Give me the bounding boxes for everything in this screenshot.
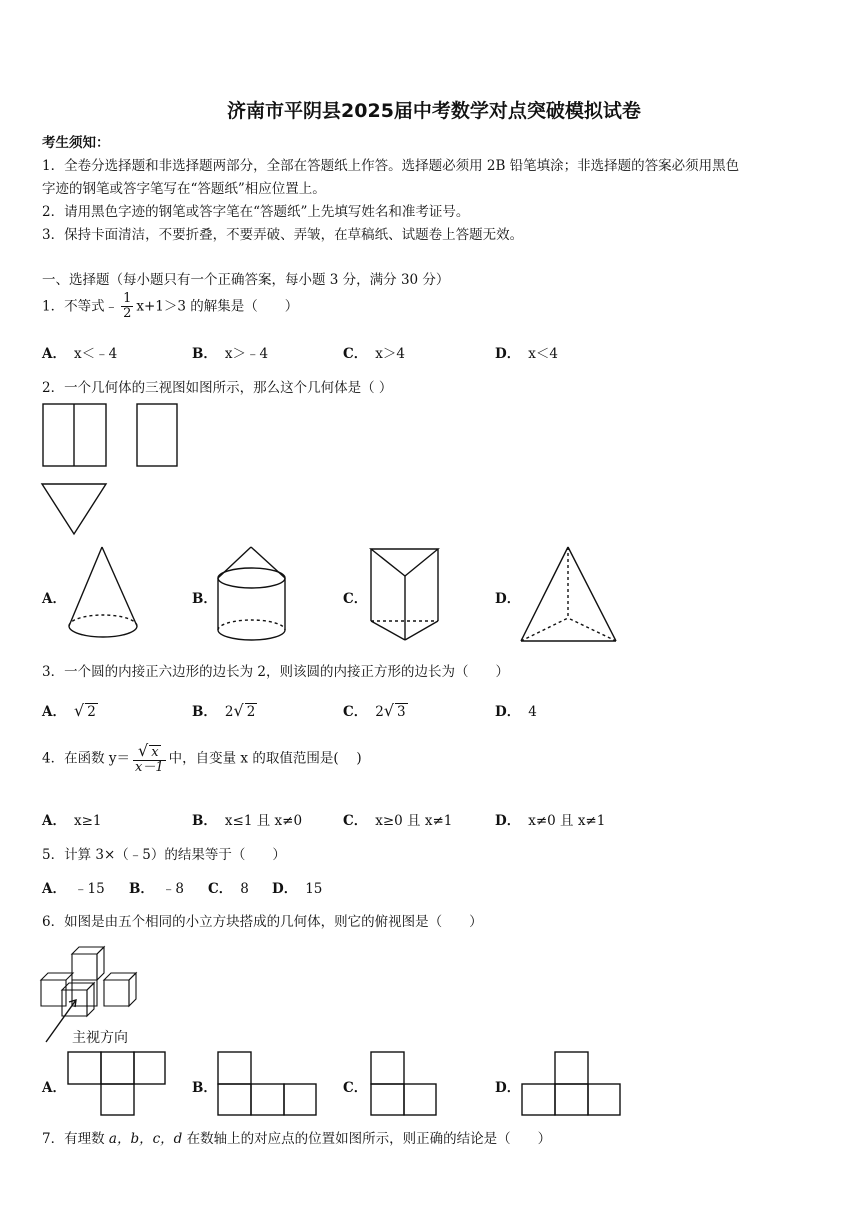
q4-option-a[interactable]: A． x≥1 xyxy=(42,813,102,829)
notice-line-4: 3．保持卡面清洁，不要折叠，不要弄破、弄皱，在草稿纸、试题卷上答题无效。 xyxy=(42,227,524,243)
q3-option-b[interactable]: B． 2√ 2 xyxy=(192,701,256,720)
notice-line-3: 2．请用黑色字迹的钢笔或答字笔在“答题纸”上先填写姓名和准考证号。 xyxy=(42,204,470,220)
q6-label-a[interactable]: A． xyxy=(42,1080,66,1096)
q6-figure-caption: 主视方向 xyxy=(72,1030,128,1046)
q1-option-a[interactable]: A． x＜﹣4 xyxy=(42,346,118,362)
q4-option-d[interactable]: D． x≠0 且 x≠1 xyxy=(495,813,606,829)
q2-option-c-triangular-prism[interactable] xyxy=(368,546,448,646)
q1-option-b[interactable]: B． x＞﹣4 xyxy=(192,346,269,362)
q2-label-b[interactable]: B． xyxy=(192,591,217,607)
q3-option-c[interactable]: C． 2√ 3 xyxy=(343,701,406,720)
q2-option-d-pyramid[interactable] xyxy=(518,544,622,648)
q6-option-c-grid[interactable] xyxy=(368,1050,440,1118)
q2-label-d[interactable]: D． xyxy=(495,591,521,607)
q1-option-c[interactable]: C． x＞4 xyxy=(343,346,405,362)
q4-frac-den: x－1 xyxy=(135,760,164,776)
notice-line-1: 1．全卷分选择题和非选择题两部分，全部在答题纸上作答。选择题必须用 2B 铅笔填涂；非选择题的答案必须用黑色 xyxy=(42,158,740,174)
question-2: 2．一个几何体的三视图如图所示，那么这个几何体是（ ） xyxy=(42,380,393,396)
page-title: 济南市平阴县2025届中考数学对点突破模拟试卷 xyxy=(227,100,641,122)
q5-option-b[interactable]: B． ﹣8 xyxy=(129,881,185,897)
q4-fraction xyxy=(133,742,166,776)
q3-option-a[interactable]: A． √ 2 xyxy=(42,701,96,720)
question-7: 7．有理数 a，b，c，d 在数轴上的对应点的位置如图所示，则正确的结论是（ ） xyxy=(42,1131,552,1147)
q6-label-c[interactable]: C． xyxy=(343,1080,368,1096)
q3-option-d[interactable]: D． 4 xyxy=(495,704,537,720)
q6-label-d[interactable]: D． xyxy=(495,1080,521,1096)
q1-frac-num: 1 xyxy=(123,291,132,306)
q4-prefix: 4．在函数 y＝ xyxy=(42,750,131,767)
q1-suffix: x+1＞3 的解集是（ ） xyxy=(136,298,299,315)
q6-option-b-grid[interactable] xyxy=(215,1050,320,1118)
question-3: 3．一个圆的内接正六边形的边长为 2，则该圆的内接正方形的边长为（ ） xyxy=(42,664,509,680)
q6-option-d-grid[interactable] xyxy=(519,1050,623,1118)
q2-label-a[interactable]: A． xyxy=(42,591,66,607)
question-1 xyxy=(42,292,298,322)
q5-option-a[interactable]: A． ﹣15 xyxy=(42,881,105,897)
question-6: 6．如图是由五个相同的小立方块搭成的几何体，则它的俯视图是（ ） xyxy=(42,914,483,930)
q4-frac-num: √ x xyxy=(138,741,159,760)
q2-three-views-figure xyxy=(40,402,190,537)
q2-option-b-cone-on-cylinder[interactable] xyxy=(214,545,294,645)
question-4 xyxy=(42,742,362,776)
q5-option-d[interactable]: D． 15 xyxy=(272,881,323,897)
notice-line-2: 字迹的钢笔或答字笔写在“答题纸”相应位置上。 xyxy=(42,181,326,197)
q4-suffix: 中，自变量 x 的取值范围是( ) xyxy=(168,750,362,767)
q1-prefix: 1．不等式﹣ xyxy=(42,298,119,315)
q1-frac-den: 2 xyxy=(123,306,132,322)
q6-option-a-grid[interactable] xyxy=(66,1050,168,1118)
q5-option-c[interactable]: C． 8 xyxy=(208,881,249,897)
q1-fraction xyxy=(121,292,133,322)
q2-side-view xyxy=(137,404,177,466)
q2-label-c[interactable]: C． xyxy=(343,591,368,607)
q4-option-b[interactable]: B． x≤1 且 x≠0 xyxy=(192,813,303,829)
question-5: 5．计算 3×（﹣5）的结果等于（ ） xyxy=(42,847,286,863)
q2-option-a-cone[interactable] xyxy=(66,545,146,645)
q1-option-d[interactable]: D． x＜4 xyxy=(495,346,558,362)
q2-top-view-triangle xyxy=(42,484,106,534)
q6-label-b[interactable]: B． xyxy=(192,1080,217,1096)
q4-option-c[interactable]: C． x≥0 且 x≠1 xyxy=(343,813,453,829)
notice-heading: 考生须知： xyxy=(42,135,110,151)
section-heading: 一、选择题（每小题只有一个正确答案，每小题 3 分，满分 30 分） xyxy=(42,272,450,288)
